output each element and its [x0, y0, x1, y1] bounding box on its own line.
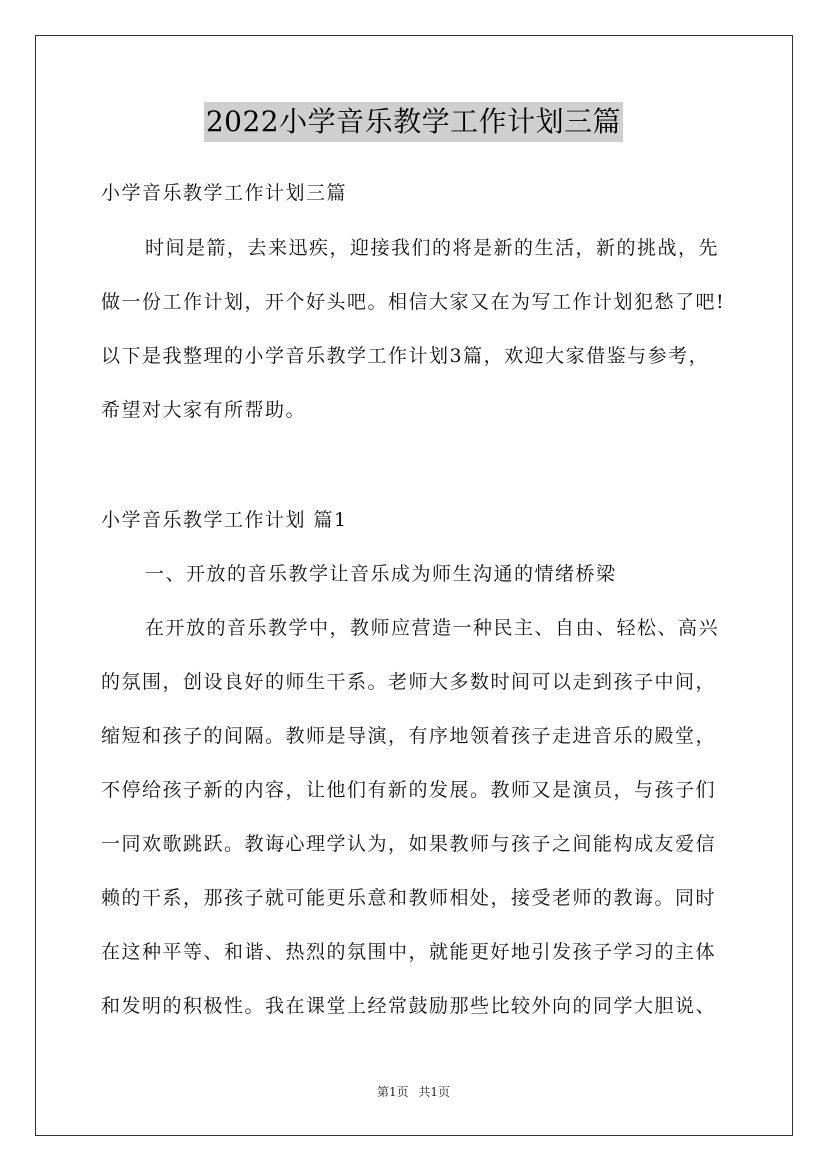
paragraph-line: 一同欢歌跳跃。教诲心理学认为，如果教师与孩子之间能构成友爱信 — [101, 833, 717, 855]
document-title: 2022小学音乐教学工作计划三篇 — [204, 102, 623, 142]
section-heading: 小学音乐教学工作计划 篇1 — [101, 509, 348, 531]
section-heading: 小学音乐教学工作计划三篇 — [101, 182, 348, 204]
paragraph-line: 缩短和孩子的间隔。教师是导演，有序地领着孩子走进音乐的殿堂， — [101, 725, 717, 747]
paragraph-line: 以下是我整理的小学音乐教学工作计划3篇，欢迎大家借鉴与参考， — [101, 345, 710, 367]
paragraph-line: 做一份工作计划，开个好头吧。相信大家又在为写工作计划犯愁了吧! — [101, 291, 726, 313]
paragraph-line: 时间是箭，去来迅疾，迎接我们的将是新的生活，新的挑战，先 — [145, 237, 720, 259]
paragraph-line: 赖的干系，那孩子就可能更乐意和教师相处，接受老师的教诲。同时 — [101, 887, 717, 909]
paragraph-line: 希望对大家有所帮助。 — [101, 399, 307, 421]
paragraph-line: 和发明的积极性。我在课堂上经常鼓励那些比较外向的同学大胆说、 — [101, 995, 717, 1017]
page-total: 共1页 — [418, 1085, 451, 1099]
paragraph-line: 在这种平等、和谐、热烈的氛围中，就能更好地引发孩子学习的主体 — [101, 941, 717, 963]
paragraph-line: 在开放的音乐教学中，教师应营造一种民主、自由、轻松、高兴 — [145, 617, 720, 639]
paragraph-line: 的氛围，创设良好的师生干系。老师大多数时间可以走到孩子中间， — [101, 671, 717, 693]
page-number: 第1页 — [376, 1085, 409, 1099]
paragraph-line: 不停给孩子新的内容，让他们有新的发展。教师又是演员，与孩子们 — [101, 779, 717, 801]
page-footer — [0, 1084, 827, 1100]
title-wrap — [0, 102, 827, 142]
subsection-heading: 一、开放的音乐教学让音乐成为师生沟通的情绪桥梁 — [145, 563, 617, 585]
